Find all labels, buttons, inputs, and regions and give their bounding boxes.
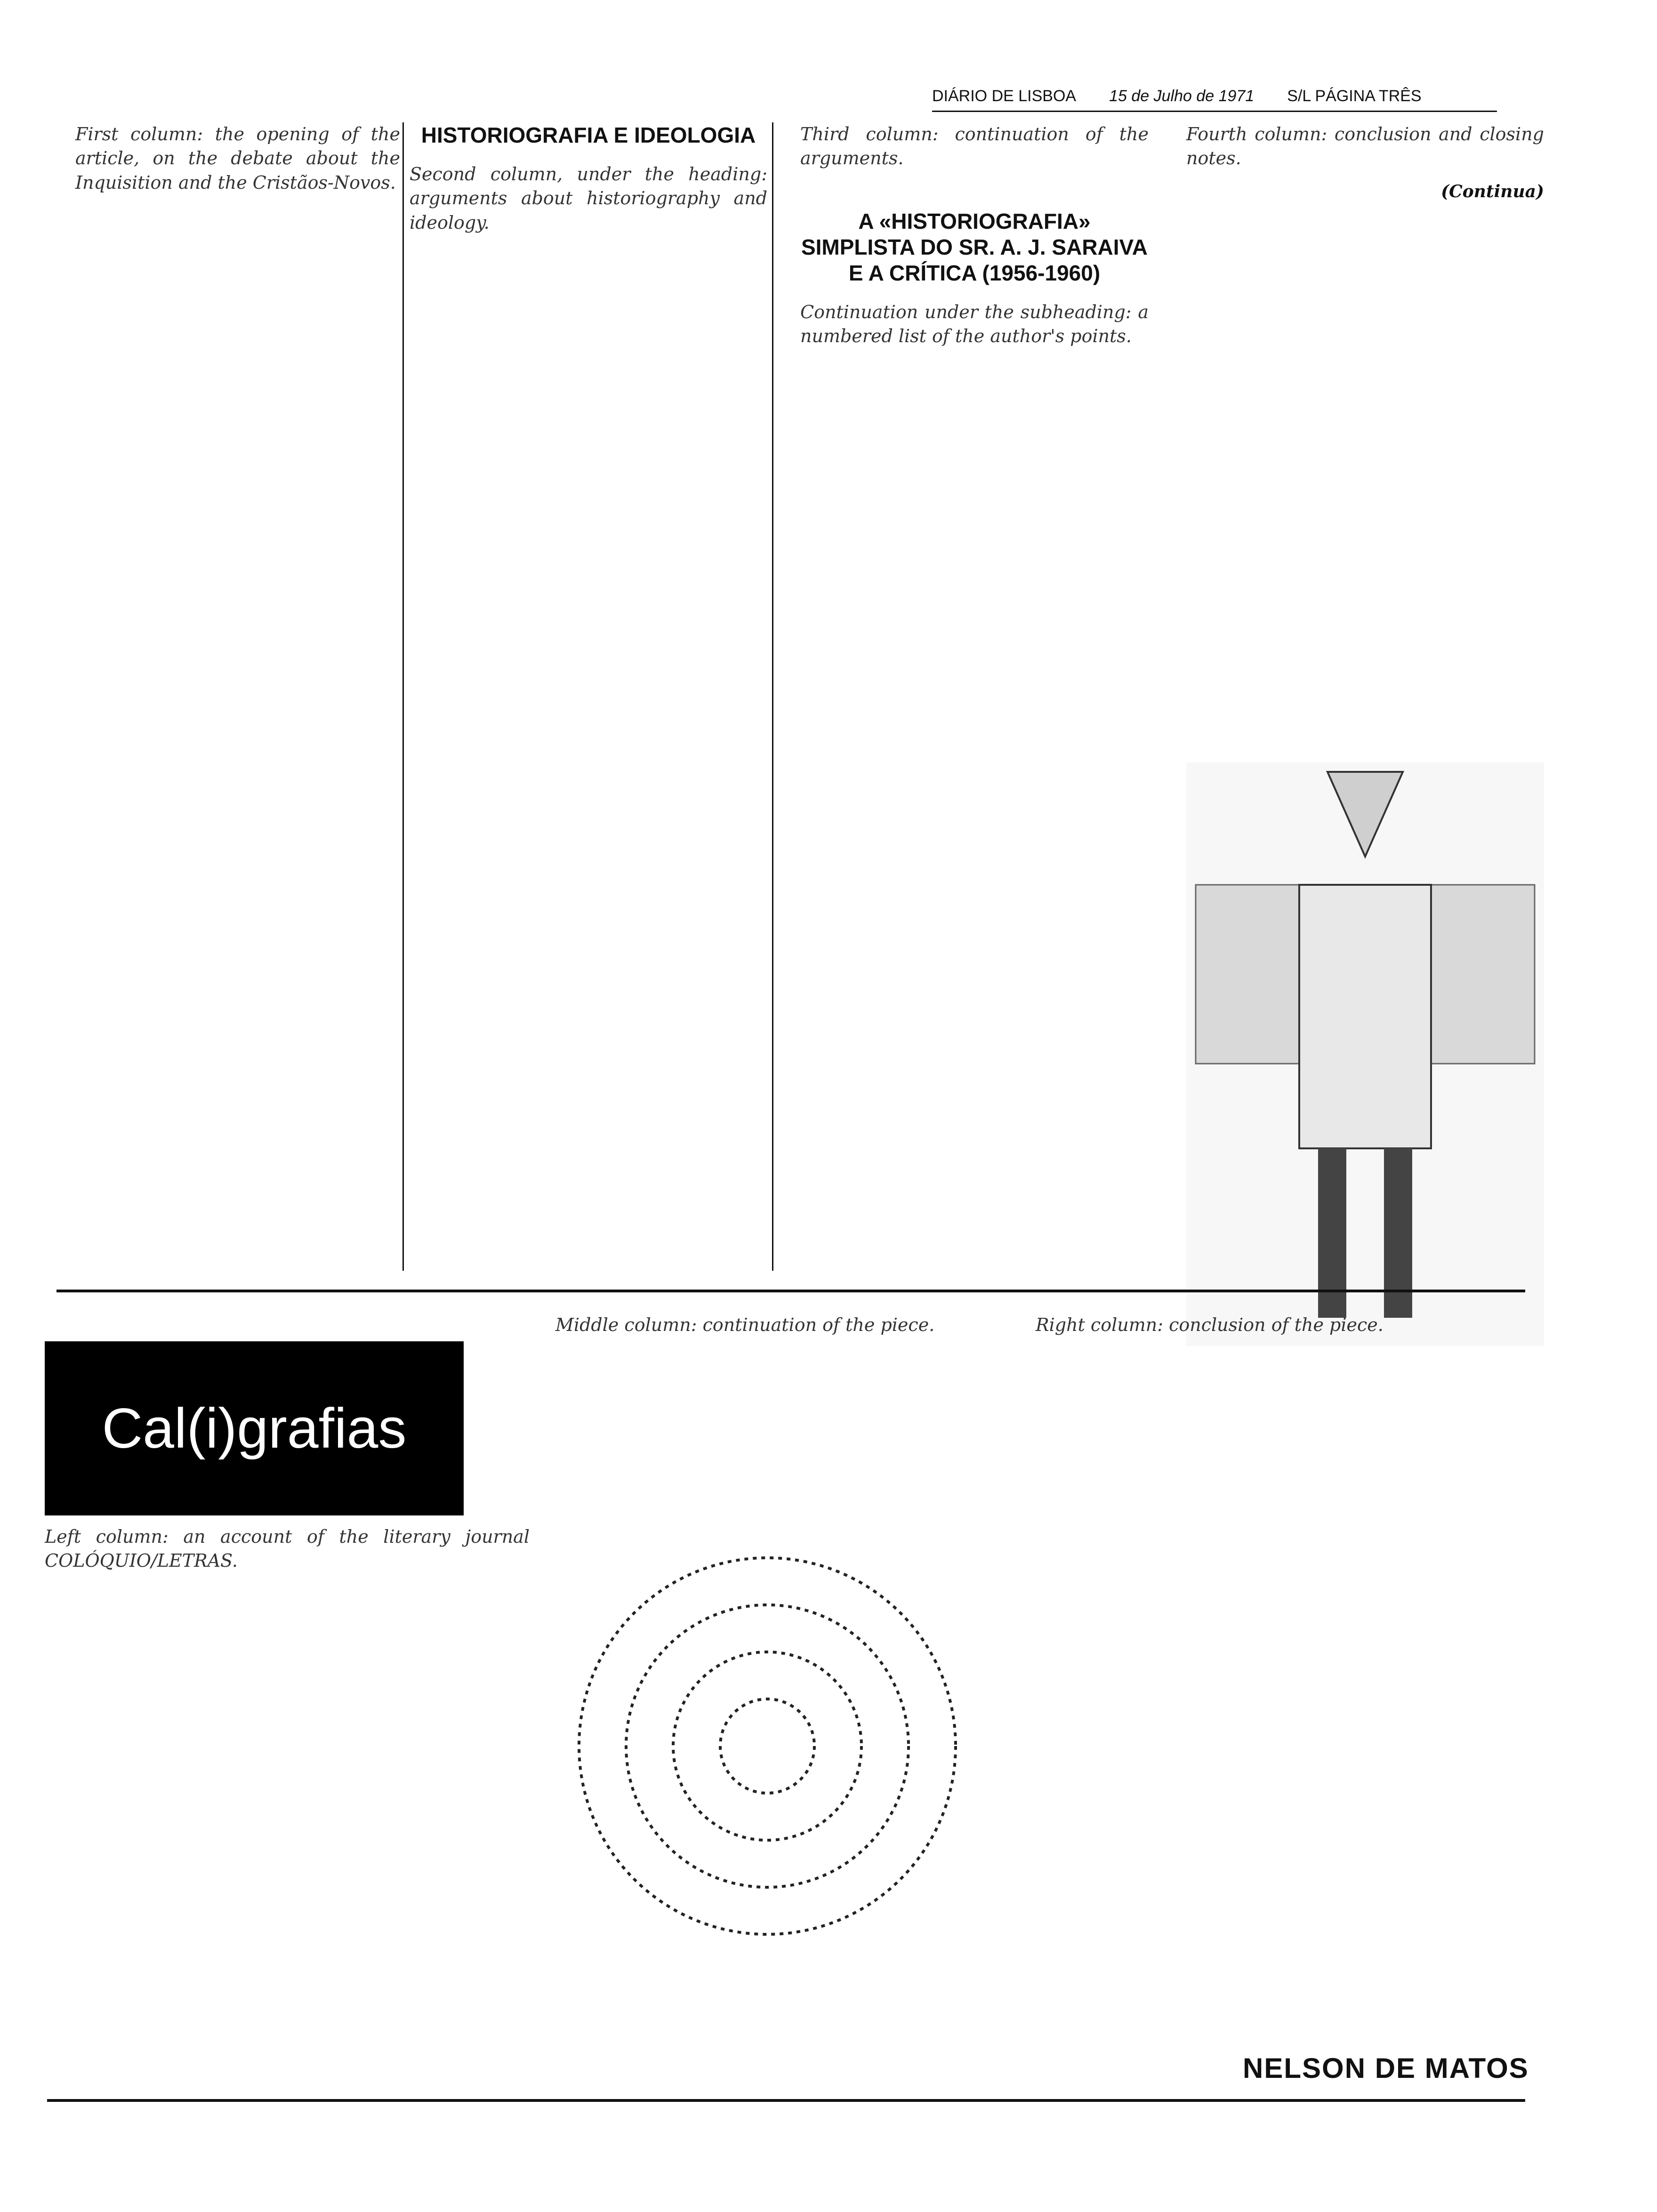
continued-note: (Continua) <box>1441 181 1544 201</box>
bottom-rule <box>47 2099 1525 2102</box>
article1-col1: First column: the opening of the article, on the debate about the Inquisition and the Cristãos-Novos. <box>75 124 400 193</box>
article1-col4: Fourth column: conclusion and closing notes. (Continua) <box>1186 122 1544 203</box>
article2-col3: Right column: conclusion of the piece. <box>1036 1314 1384 1335</box>
divider <box>402 122 404 1271</box>
article1-col3: Third column: continuation of the arguments. A «HISTORIOGRAFIA» SIMPLISTA DO SR. A. J. SARAIVA E A CRÍTICA (1956-1960) Continuation under the subheading: a numbered list of the author's points. <box>800 124 1149 347</box>
article2-col1: Left column: an account of the literary journal COLÓQUIO/LETRAS. <box>45 1526 530 1571</box>
article1-subheading: A «HISTORIOGRAFIA» SIMPLISTA DO SR. A. J. SARAIVA E A CRÍTICA (1956-1960) <box>801 208 1148 285</box>
section-divider <box>56 1290 1525 1292</box>
article2-col2: Middle column: continuation of the piece. <box>555 1314 935 1335</box>
byline: NELSON DE MATOS <box>1243 2052 1529 2084</box>
article1-heading: HISTORIOGRAFIA E IDEOLOGIA <box>421 123 756 147</box>
page-label: S/L PÁGINA TRÊS <box>1287 87 1422 105</box>
divider <box>772 122 773 1271</box>
issue-date: 15 de Julho de 1971 <box>1109 87 1255 105</box>
section-title-box: Cal(i)grafias <box>45 1341 464 1515</box>
page-header <box>932 87 1497 112</box>
article1-col2: HISTORIOGRAFIA E IDEOLOGIA Second column, under the heading: arguments about historiography and ideology. <box>410 123 767 233</box>
calligram-spiral <box>555 1534 979 1958</box>
figure-illustration <box>1186 762 1544 1346</box>
paper-name: DIÁRIO DE LISBOA <box>932 87 1077 105</box>
